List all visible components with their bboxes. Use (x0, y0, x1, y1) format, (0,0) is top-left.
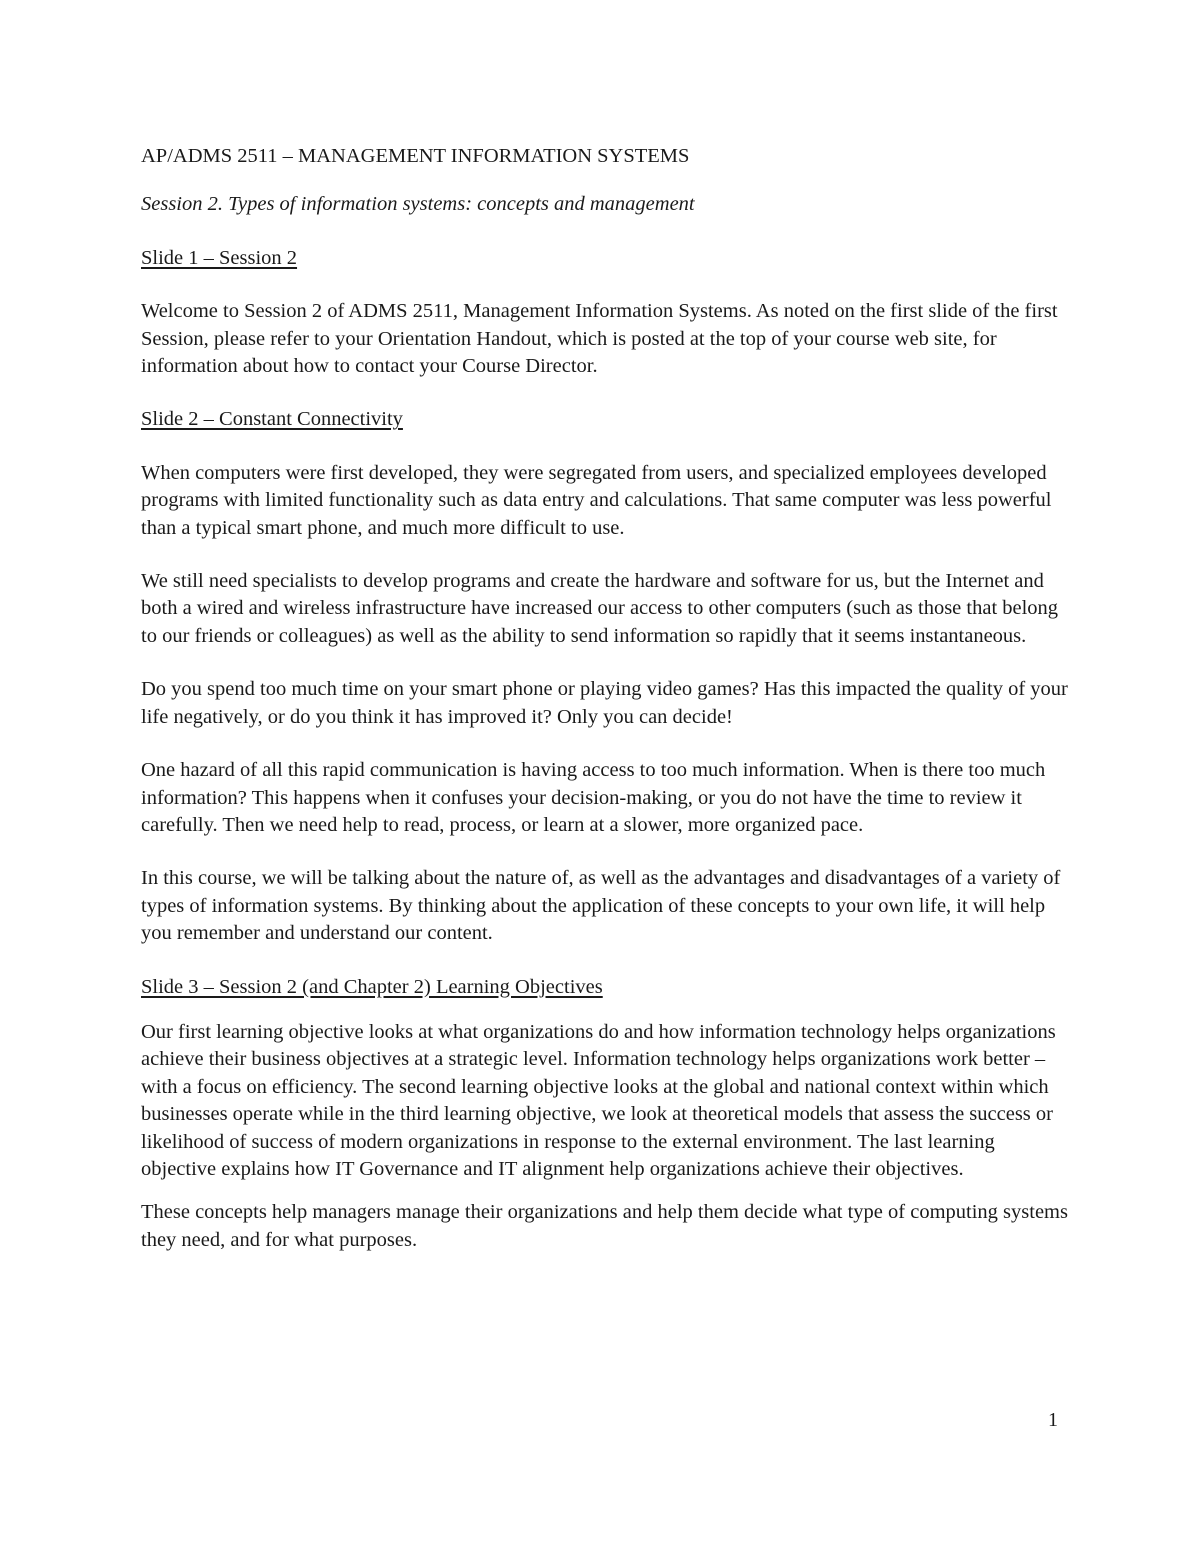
course-title: AP/ADMS 2511 – MANAGEMENT INFORMATION SYSTEMS (141, 145, 690, 167)
slide-1-heading: Slide 1 – Session 2 (141, 246, 298, 269)
slide-2-paragraph-4: One hazard of all this rapid communication is having access to too much information. When is there too much information? This happens when it confuses your decision-making, or you do not have the time to review it carefully. Then we need help to read, process, or learn at a slower, more organized pace. (141, 759, 1046, 836)
slide-2-paragraph-5: In this course, we will be talking about the nature of, as well as the advantages and disadvantages of a variety of types of information systems. By thinking about the application of these concepts to your own life, it will help you remember and understand our content. (141, 867, 1061, 945)
slide-1-paragraph-1: Welcome to Session 2 of ADMS 2511, Management Information Systems. As noted on the first slide of the first Session, please refer to your Orientation Handout, which is posted at the top of your course web site, for information about how to contact your Course Director. (141, 300, 1058, 378)
slide-2-paragraph-3: Do you spend too much time on your smart phone or playing video games? Has this impacted the quality of your life negatively, or do you think it has improved it? Only you can decide! (141, 678, 1068, 728)
session-title: Session 2. Types of information systems: concepts and management (141, 193, 695, 216)
page-number: 1 (1048, 1409, 1058, 1431)
slide-3-heading: Slide 3 – Session 2 (and Chapter 2) Learning Objectives (141, 975, 603, 998)
slide-3-paragraph-1: Our first learning objective looks at what organizations do and how information technology helps organizations achieve their business objectives at a strategic level. Information technology helps organizations work better – with a focus on efficiency. The second learning objective looks at the global and national context within which businesses operate while in the third learning objective, we look at theoretical models that assess the success or likelihood of success of modern organizations in response to the external environment. The last learning objective explains how IT Governance and IT alignment help organizations achieve their objectives. (141, 1020, 1056, 1180)
document-body (141, 143, 1071, 1280)
slide-2-heading: Slide 2 – Constant Connectivity (141, 408, 403, 431)
slide-2-paragraph-1: When computers were first developed, they were segregated from users, and specialized employees developed programs with limited functionality such as data entry and calculations. That same computer was less powerful than a typical smart phone, and much more difficult to use. (141, 461, 1052, 539)
slide-2-paragraph-2: We still need specialists to develop programs and create the hardware and software for us, but the Internet and both a wired and wireless infrastructure have increased our access to other computers (such as those that belong to our friends or colleagues) as well as the ability to send information so rapidly that it seems instantaneous. (141, 570, 1059, 647)
slide-3-paragraph-2: These concepts help managers manage their organizations and help them decide what type of computing systems they need, and for what purposes. (141, 1201, 1068, 1251)
